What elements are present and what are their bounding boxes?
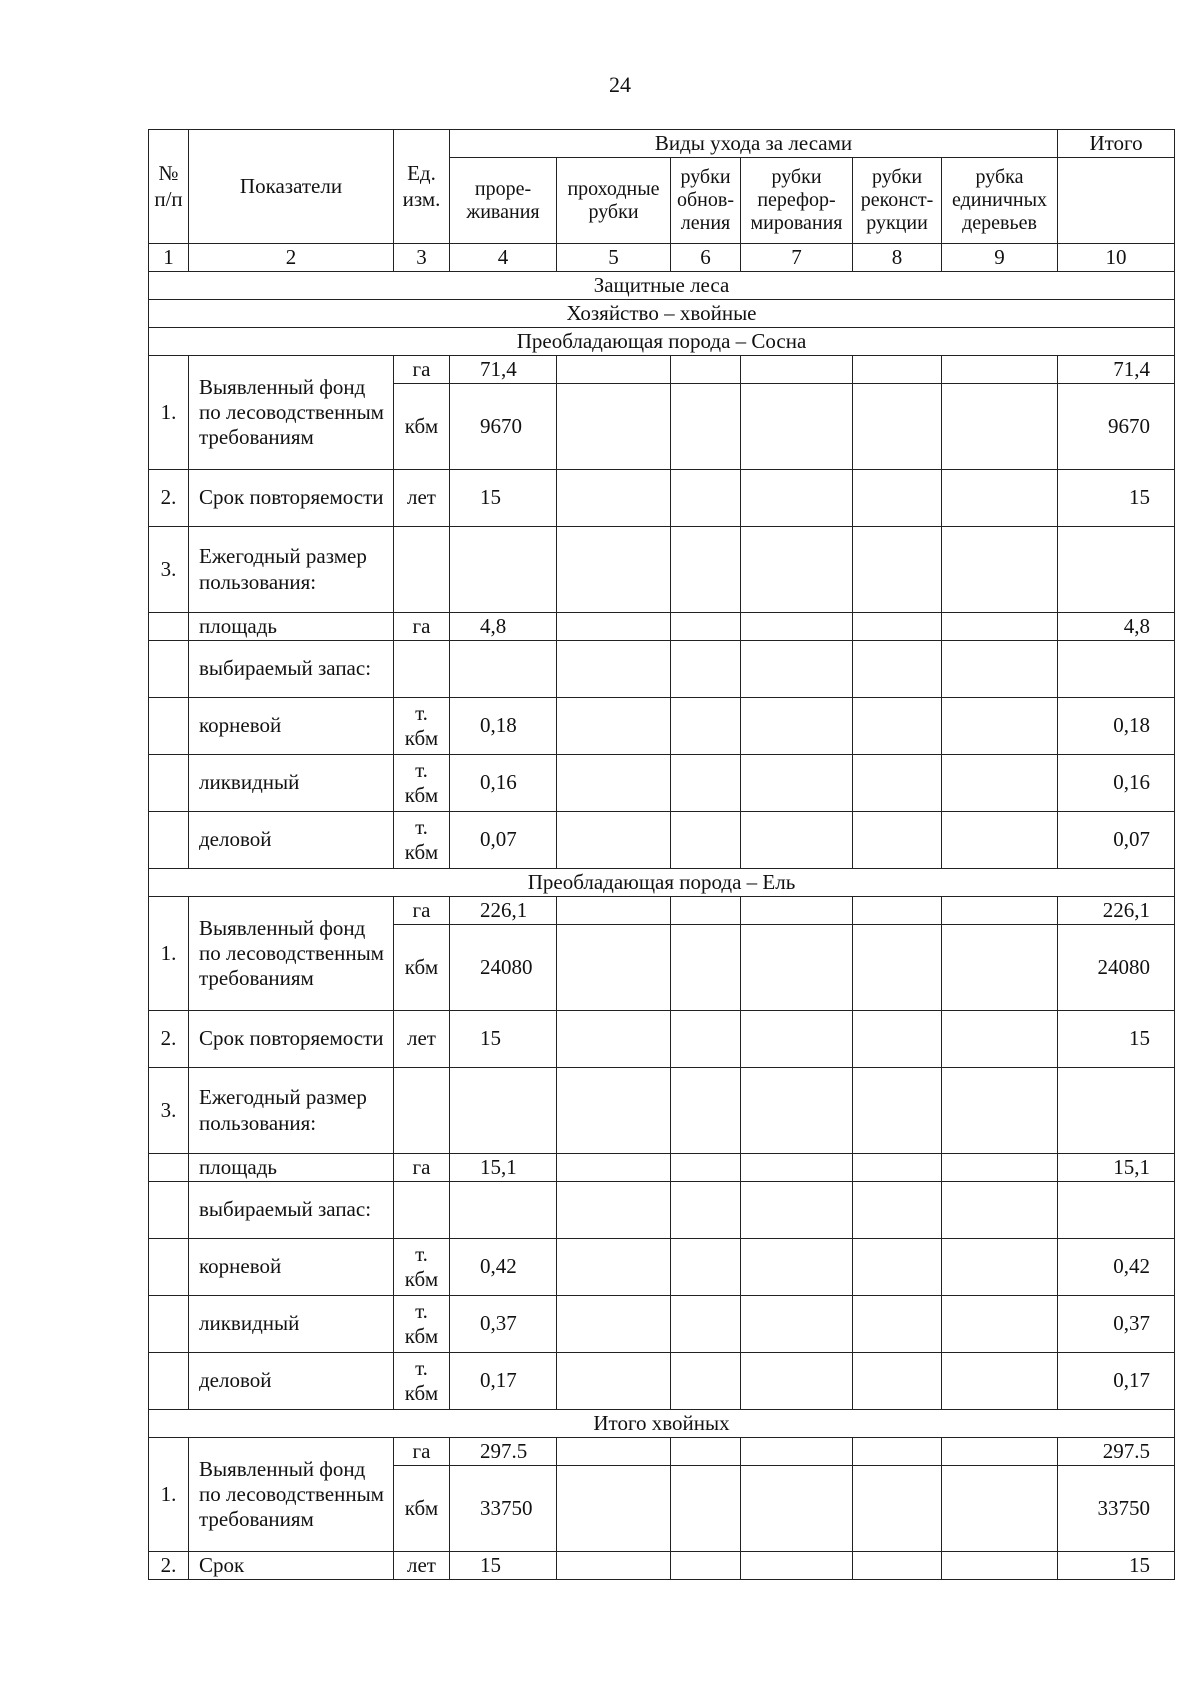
unit-cell: т. кбм xyxy=(394,755,450,812)
total-cell: 15 xyxy=(1058,1011,1175,1068)
row-label: выбираемый запас: xyxy=(189,1182,394,1239)
table-row xyxy=(149,1068,1175,1154)
header-col-unit: Ед. изм. xyxy=(394,130,450,244)
col-number: 3 xyxy=(394,244,450,272)
table-row xyxy=(149,470,1175,527)
unit-cell: лет xyxy=(394,1011,450,1068)
row-number: 2. xyxy=(149,1011,189,1068)
column-numbers-row xyxy=(149,244,1175,272)
table-row xyxy=(149,1353,1175,1410)
header-total-empty xyxy=(1058,158,1175,244)
value-cell: 0,17 xyxy=(450,1353,557,1410)
value-cell: 33750 xyxy=(450,1466,557,1552)
table-row xyxy=(149,1438,1175,1466)
unit-cell: т. кбм xyxy=(394,1296,450,1353)
value-cell: 0,18 xyxy=(450,698,557,755)
row-label: Ежегодный размер пользования: xyxy=(189,527,394,613)
value-cell: 24080 xyxy=(450,925,557,1011)
table-row xyxy=(149,755,1175,812)
header-col-total: Итого xyxy=(1058,130,1175,158)
col-number: 5 xyxy=(557,244,671,272)
value-cell: 15 xyxy=(450,470,557,527)
table-row xyxy=(149,1182,1175,1239)
header-type-reconstruction: рубки реконст- рукции xyxy=(853,158,942,244)
table-row xyxy=(149,527,1175,613)
row-label: Ежегодный размер пользования: xyxy=(189,1068,394,1154)
unit-cell: т. кбм xyxy=(394,1239,450,1296)
unit-cell: га xyxy=(394,1154,450,1182)
total-cell: 0,17 xyxy=(1058,1353,1175,1410)
value-cell: 297.5 xyxy=(450,1438,557,1466)
total-cell: 4,8 xyxy=(1058,613,1175,641)
col-number: 2 xyxy=(189,244,394,272)
value-cell: 226,1 xyxy=(450,897,557,925)
total-cell: 226,1 xyxy=(1058,897,1175,925)
block-title: Преобладающая порода – Сосна xyxy=(149,328,1175,356)
value-cell: 0,07 xyxy=(450,812,557,869)
header-type-renewal: рубки обнов- ления xyxy=(671,158,741,244)
header-type-reformation: рубки перефор- мирования xyxy=(741,158,853,244)
unit-cell: кбм xyxy=(394,1466,450,1552)
row-number: 3. xyxy=(149,527,189,613)
row-number: 1. xyxy=(149,356,189,470)
block-title: Преобладающая порода – Ель xyxy=(149,869,1175,897)
total-cell: 9670 xyxy=(1058,384,1175,470)
total-cell: 0,07 xyxy=(1058,812,1175,869)
row-number: 2. xyxy=(149,1552,189,1580)
value-cell: 15,1 xyxy=(450,1154,557,1182)
unit-cell: т. кбм xyxy=(394,698,450,755)
row-label: корневой xyxy=(189,1239,394,1296)
row-number: 3. xyxy=(149,1068,189,1154)
table-row xyxy=(149,1011,1175,1068)
table-row xyxy=(149,1239,1175,1296)
col-number: 9 xyxy=(942,244,1058,272)
unit-cell: га xyxy=(394,897,450,925)
col-number: 4 xyxy=(450,244,557,272)
unit-cell: лет xyxy=(394,470,450,527)
row-label: выбираемый запас: xyxy=(189,641,394,698)
value-cell: 15 xyxy=(450,1011,557,1068)
table-row xyxy=(149,613,1175,641)
value-cell: 71,4 xyxy=(450,356,557,384)
row-label: Срок повторяемости xyxy=(189,470,394,527)
total-cell: 0,37 xyxy=(1058,1296,1175,1353)
table-row xyxy=(149,1154,1175,1182)
total-cell: 0,16 xyxy=(1058,755,1175,812)
unit-cell: га xyxy=(394,613,450,641)
row-label: деловой xyxy=(189,1353,394,1410)
value-cell: 0,16 xyxy=(450,755,557,812)
row-label: Срок xyxy=(189,1552,394,1580)
col-number: 6 xyxy=(671,244,741,272)
value-cell: 0,37 xyxy=(450,1296,557,1353)
table-row xyxy=(149,1552,1175,1580)
total-cell: 0,42 xyxy=(1058,1239,1175,1296)
section-title: Защитные леса xyxy=(149,272,1175,300)
table-row xyxy=(149,641,1175,698)
header-col-num: № п/п xyxy=(149,130,189,244)
unit-cell: т. кбм xyxy=(394,1353,450,1410)
col-number: 8 xyxy=(853,244,942,272)
header-type-pass-cutting: проходные рубки xyxy=(557,158,671,244)
col-number: 7 xyxy=(741,244,853,272)
unit-cell: лет xyxy=(394,1552,450,1580)
table-row xyxy=(149,897,1175,925)
total-cell: 15 xyxy=(1058,470,1175,527)
row-number: 1. xyxy=(149,1438,189,1552)
table-row xyxy=(149,1296,1175,1353)
row-label: Срок повторяемости xyxy=(189,1011,394,1068)
row-label: площадь xyxy=(189,1154,394,1182)
row-number: 2. xyxy=(149,470,189,527)
total-cell: 71,4 xyxy=(1058,356,1175,384)
total-cell: 297.5 xyxy=(1058,1438,1175,1466)
row-label: Выявленный фонд по лесоводственным требованиям xyxy=(189,897,394,1011)
value-cell: 0,42 xyxy=(450,1239,557,1296)
row-label: площадь xyxy=(189,613,394,641)
row-label: деловой xyxy=(189,812,394,869)
row-number: 1. xyxy=(149,897,189,1011)
unit-cell: га xyxy=(394,356,450,384)
page-number: 24 xyxy=(609,72,631,97)
value-cell: 4,8 xyxy=(450,613,557,641)
header-group-title: Виды ухода за лесами xyxy=(450,130,1058,158)
total-cell: 24080 xyxy=(1058,925,1175,1011)
value-cell: 9670 xyxy=(450,384,557,470)
section-title: Хозяйство – хвойные xyxy=(149,300,1175,328)
row-label: Выявленный фонд по лесоводственным требованиям xyxy=(189,1438,394,1552)
unit-cell: т. кбм xyxy=(394,812,450,869)
block-title: Итого хвойных xyxy=(149,1410,1175,1438)
unit-cell: кбм xyxy=(394,925,450,1011)
row-label: Выявленный фонд по лесоводственным требованиям xyxy=(189,356,394,470)
total-cell: 33750 xyxy=(1058,1466,1175,1552)
row-label: корневой xyxy=(189,698,394,755)
unit-cell: кбм xyxy=(394,384,450,470)
row-label: ликвидный xyxy=(189,755,394,812)
total-cell: 0,18 xyxy=(1058,698,1175,755)
row-label: ликвидный xyxy=(189,1296,394,1353)
table-row xyxy=(149,698,1175,755)
col-number: 10 xyxy=(1058,244,1175,272)
total-cell: 15,1 xyxy=(1058,1154,1175,1182)
forest-care-table xyxy=(148,129,1175,1580)
header-row-1 xyxy=(149,130,1175,158)
table-row xyxy=(149,812,1175,869)
value-cell: 15 xyxy=(450,1552,557,1580)
header-col-indicator: Показатели xyxy=(189,130,394,244)
header-type-thinning: проре- живания xyxy=(450,158,557,244)
header-type-single-trees: рубка единичных деревьев xyxy=(942,158,1058,244)
col-number: 1 xyxy=(149,244,189,272)
table-row xyxy=(149,356,1175,384)
total-cell: 15 xyxy=(1058,1552,1175,1580)
unit-cell: га xyxy=(394,1438,450,1466)
